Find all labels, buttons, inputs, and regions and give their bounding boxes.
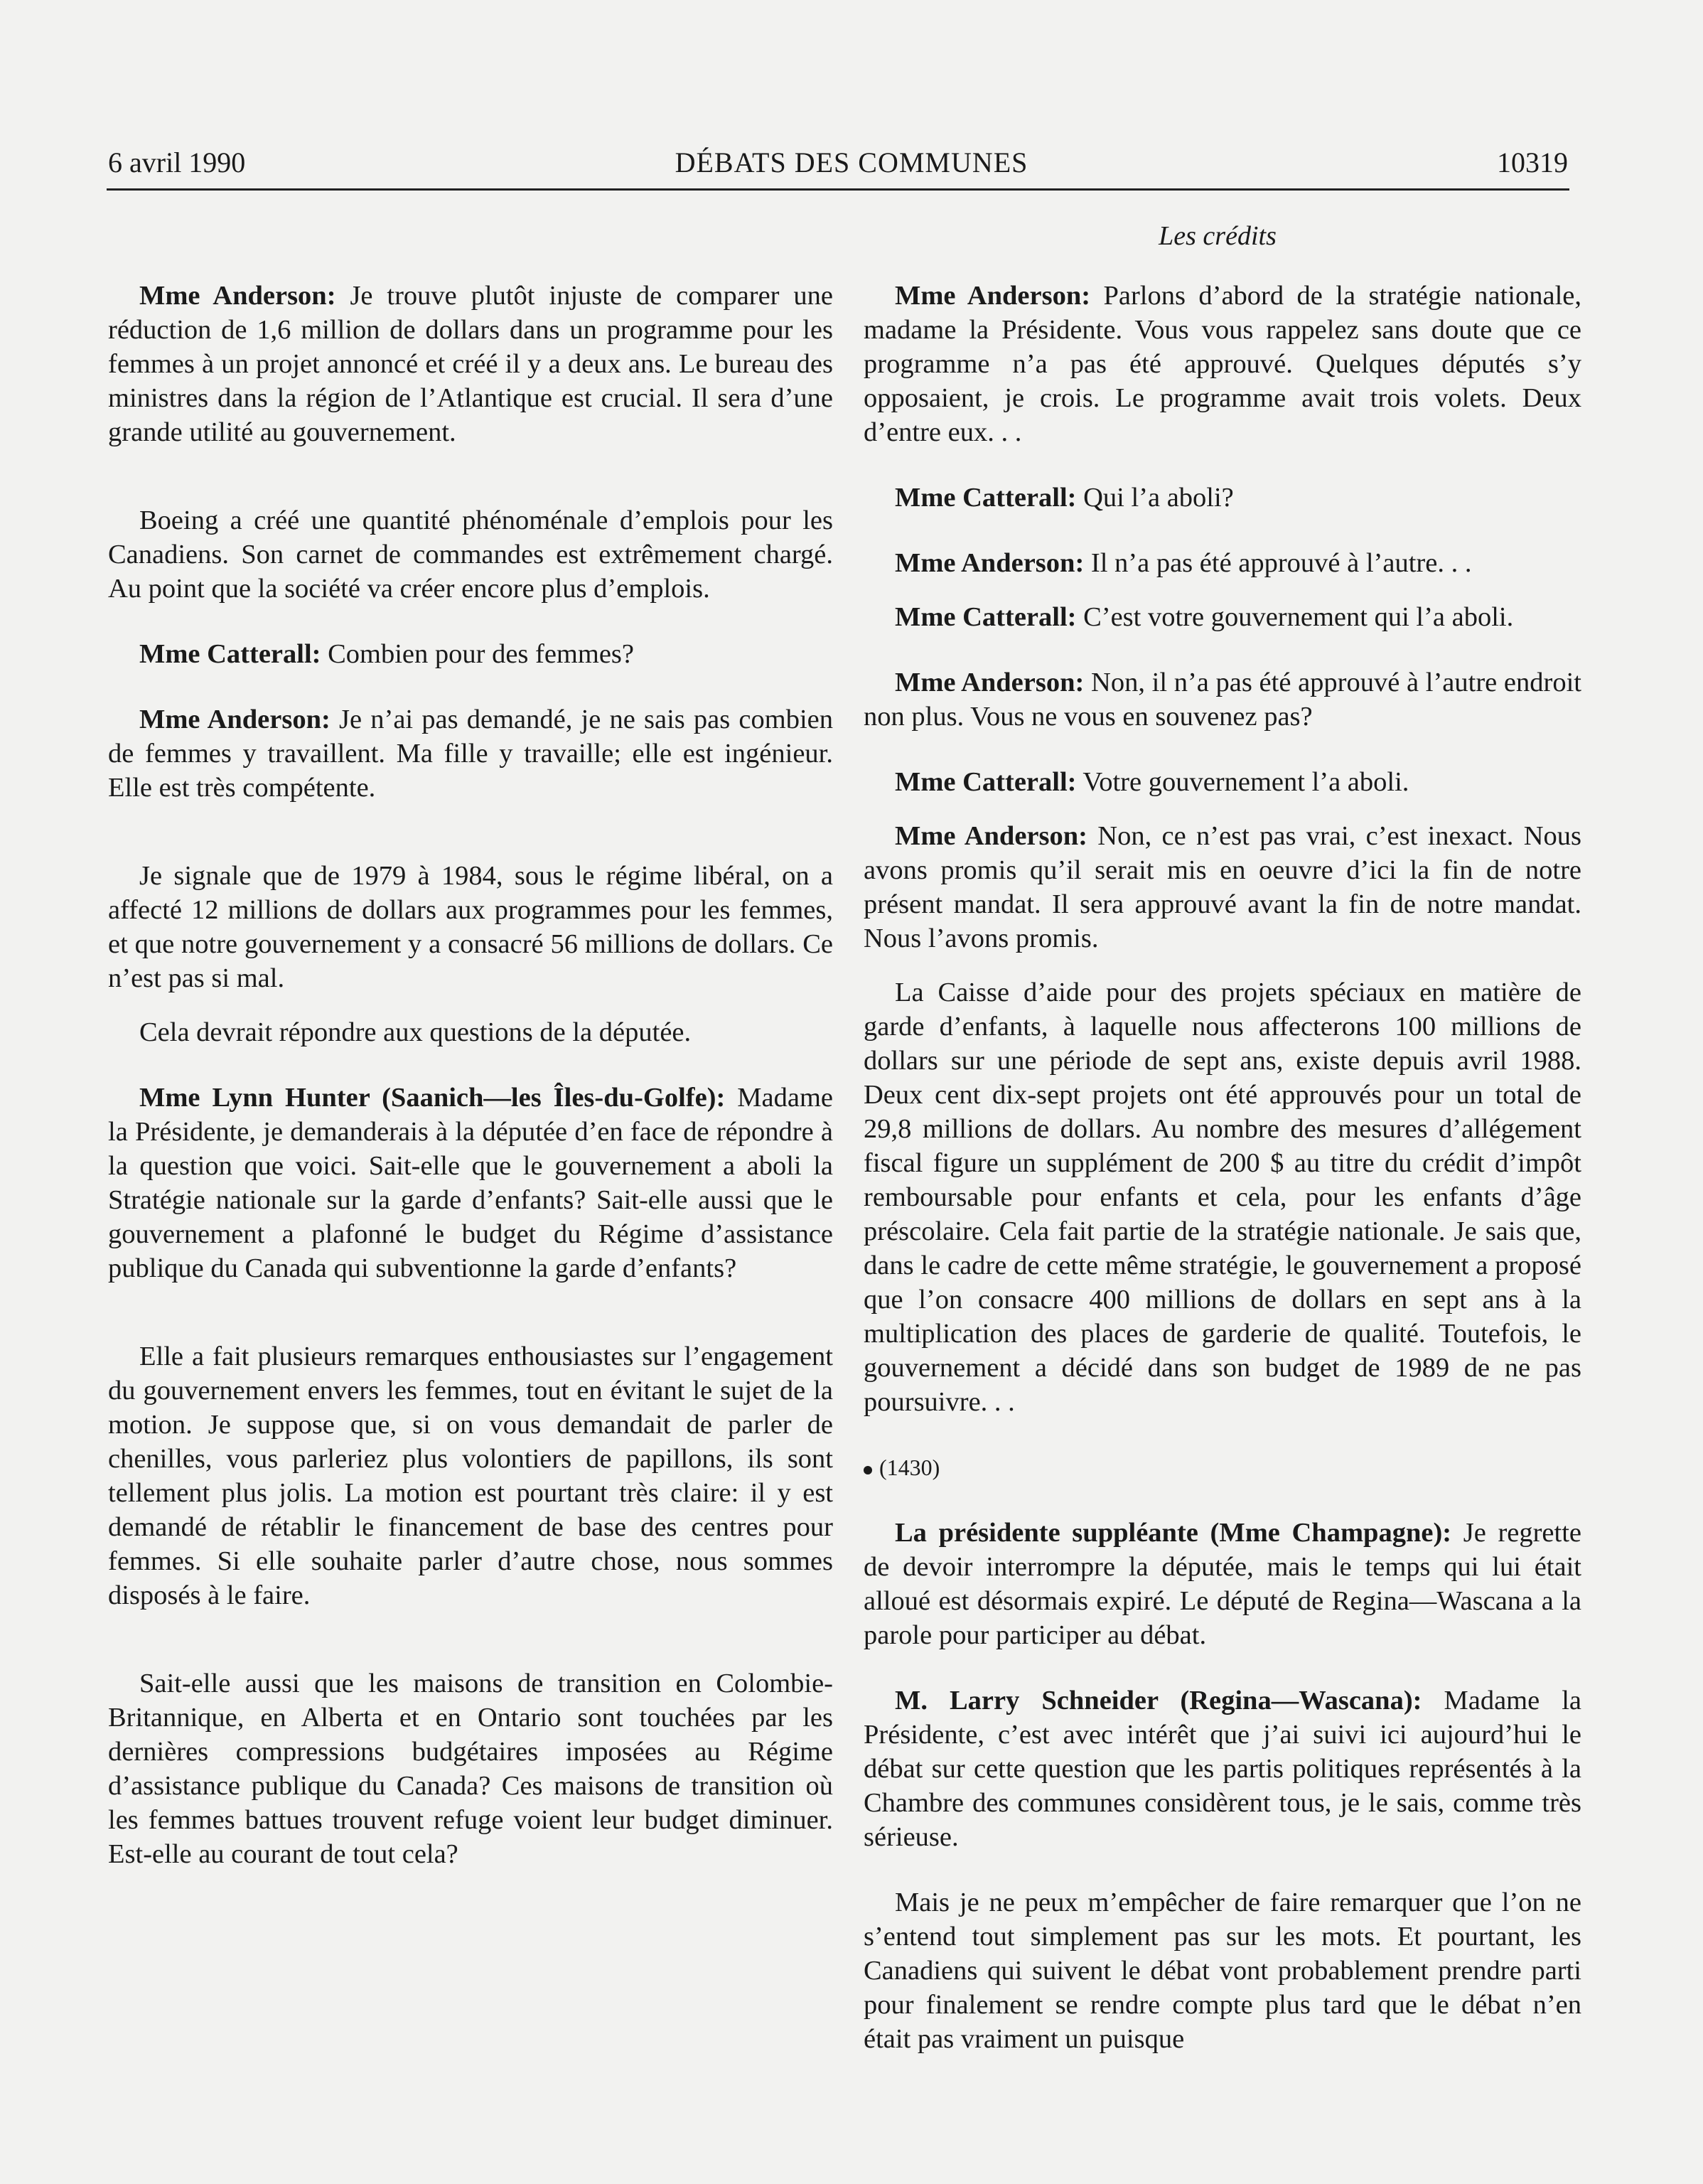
paragraph bbox=[108, 1339, 833, 1612]
speaker-name: Mme Anderson: bbox=[895, 281, 1091, 311]
paragraph-text: Je signale que de 1979 à 1984, sous le régime libéral, on a affecté 12 millions de dollars aux programmes pour les femmes, et que notre gouvernement y a consacré 56 millions de dollars. Ce n’est pas si mal. bbox=[108, 861, 833, 993]
speaker-name: Mme Anderson: bbox=[895, 668, 1085, 697]
speaker-name: Mme Catterall: bbox=[895, 767, 1077, 797]
paragraph-text: C’est votre gouvernement qui l’a aboli. bbox=[1076, 602, 1514, 632]
paragraph bbox=[864, 1516, 1581, 1652]
paragraph-text: Je regrette de devoir interrompre la députée, mais le temps qui lui était alloué est désormais expiré. Le député de Regina—Wascana a la parole pour participer au débat. bbox=[864, 1518, 1582, 1650]
speaker-name: Mme Anderson: bbox=[139, 705, 331, 734]
paragraph-text: Sait-elle aussi que les maisons de transition en Colombie-Britannique, en Alberta et en Ontario sont touchées par les dernières compressions budgétaires imposées au Régime d’assistance publique du Canada? Ces maisons de transition où les femmes battues trouvent refuge voient leur budget diminuer. Est-elle au courant de tout cela? bbox=[108, 1669, 833, 1869]
paragraph bbox=[864, 665, 1581, 734]
paragraph bbox=[864, 546, 1581, 580]
header-rule bbox=[107, 188, 1569, 191]
paragraph-text: Je n’ai pas demandé, je ne sais pas combien de femmes y travaillent. Ma fille y travaille; elle est ingénieur. Elle est très compétente. bbox=[108, 705, 833, 803]
speaker-name: Mme Lynn Hunter (Saanich—les Îles-du-Golfe): bbox=[139, 1083, 726, 1113]
paragraph-text: Madame la Présidente, c’est avec intérêt que j’ai suivi ici aujourd’hui le débat sur cette question que les partis politiques représentés à la Chambre des communes considèrent tous, je le sais, comme très sérieuse. bbox=[864, 1686, 1581, 1852]
paragraph bbox=[864, 1684, 1581, 1854]
header-page-number: 10319 bbox=[1497, 146, 1568, 178]
header-title: DÉBATS DES COMMUNES bbox=[675, 146, 1028, 178]
right-column bbox=[864, 279, 1581, 2056]
paragraph-text: Non, ce n’est pas vrai, c’est inexact. Nous avons promis qu’il serait mis en oeuvre d’ici la fin de notre présent mandat. Il sera approuvé avant la fin de notre mandat. Nous l’avons promis. bbox=[864, 821, 1581, 953]
paragraph bbox=[864, 765, 1581, 799]
left-column bbox=[108, 279, 833, 1871]
paragraph-text: Elle a fait plusieurs remarques enthousiastes sur l’engagement du gouvernement envers les femmes, tout en évitant le sujet de la motion. Je suppose que, si on vous demandait de parler de chenilles, vous parleriez plus volontiers de papillons, ils sont tellement plus jolis. La motion est pourtant très claire: il y est demandé de rétablir le financement de base des centres pour femmes. Si elle souhaite parler d’autre chose, nous sommes disposés à le faire. bbox=[108, 1342, 833, 1610]
speaker-name: Mme Anderson: bbox=[895, 548, 1085, 578]
paragraph-text: Qui l’a aboli? bbox=[1076, 483, 1234, 513]
speaker-name: Mme Anderson: bbox=[139, 281, 336, 311]
header-date: 6 avril 1990 bbox=[108, 146, 246, 178]
paragraph-text: Il n’a pas été approuvé à l’autre. . . bbox=[1084, 548, 1472, 578]
paragraph-text: Je trouve plutôt injuste de comparer une réduction de 1,6 million de dollars dans un programme pour les femmes à un projet annoncé et créé il y a deux ans. Le bureau des ministres dans la région de l’Atlantique est crucial. Il sera d’une grande utilité au gouvernement. bbox=[108, 281, 833, 447]
paragraph bbox=[864, 975, 1581, 1419]
paragraph bbox=[864, 1885, 1581, 2056]
paragraph bbox=[864, 819, 1581, 956]
time-marker-text: (1430) bbox=[879, 1455, 940, 1480]
speaker-name: Mme Catterall: bbox=[895, 602, 1077, 632]
paragraph bbox=[864, 481, 1581, 515]
paragraph-text: Boeing a créé une quantité phénoménale d’emplois pour les Canadiens. Son carnet de commandes est extrêmement chargé. Au point que la société va créer encore plus d’emplois. bbox=[108, 505, 833, 604]
speaker-name: Mme Anderson: bbox=[895, 821, 1087, 851]
paragraph bbox=[108, 1666, 833, 1871]
section-label: Les crédits bbox=[1159, 221, 1277, 251]
paragraph-text: Votre gouvernement l’a aboli. bbox=[1076, 767, 1409, 797]
paragraph-text: Combien pour des femmes? bbox=[321, 639, 634, 669]
paragraph-text: Non, il n’a pas été approuvé à l’autre endroit non plus. Vous ne vous en souvenez pas? bbox=[864, 668, 1581, 732]
paragraph bbox=[108, 1081, 833, 1285]
speaker-name: M. Larry Schneider (Regina—Wascana): bbox=[895, 1686, 1422, 1715]
paragraph-text: La Caisse d’aide pour des projets spéciaux en matière de garde d’enfants, à laquelle nous affecterons 100 millions de dollars sur une période de sept ans, existe depuis avril 1988. Deux cent dix-sept projets ont été approuvés pour un total de 29,8 millions de dollars. Au nombre des mesures d’allégement fiscal figure un supplément de 200 $ au titre du crédit d’impôt remboursable pour enfants et cela, pour les enfants d’âge préscolaire. Cela fait partie de la stratégie nationale. Je sais que, dans le cadre de cette même stratégie, le gouvernement a proposé que l’on consacre 400 millions de dollars en sept ans à la multiplication des places de garderie de qualité. Toutefois, le gouvernement a décidé dans son budget de 1989 de ne pas poursuivre. . . bbox=[864, 978, 1581, 1417]
paragraph-text: Mais je ne peux m’empêcher de faire remarquer que l’on ne s’entend tout simplement pas sur les mots. Et pourtant, les Canadiens qui suivent le débat vont probablement prendre parti pour finalement se rendre compte plus tard que le débat n’en était pas vraiment un puisque bbox=[864, 1888, 1581, 2054]
paragraph bbox=[108, 702, 833, 805]
paragraph-text: Madame la Présidente, je demanderais à la députée d’en face de répondre à la question que voici. Sait-elle que le gouvernement a aboli la Stratégie nationale sur la garde d’enfants? Sait-elle aussi que le gouvernement a plafonné le budget du Régime d’assistance publique du Canada qui subventionne la garde d’enfants? bbox=[108, 1083, 833, 1283]
paragraph bbox=[108, 279, 833, 449]
speaker-name: Mme Catterall: bbox=[139, 639, 321, 669]
paragraph-text: Cela devrait répondre aux questions de la députée. bbox=[139, 1017, 692, 1047]
paragraph bbox=[108, 1015, 833, 1049]
paragraph bbox=[864, 279, 1581, 449]
time-marker bbox=[864, 1450, 1581, 1484]
paragraph bbox=[108, 859, 833, 995]
speaker-name: Mme Catterall: bbox=[895, 483, 1077, 513]
speaker-name: La présidente suppléante (Mme Champagne): bbox=[895, 1518, 1452, 1548]
paragraph-text: Parlons d’abord de la stratégie nationale, madame la Présidente. Vous vous rappelez sans doute que ce programme n’a pas été approuvé. Quelques députés s’y opposaient, je crois. Le programme avait trois volets. Deux d’entre eux. . . bbox=[864, 281, 1581, 447]
paragraph bbox=[108, 503, 833, 606]
bullet-icon bbox=[864, 1466, 872, 1474]
paragraph bbox=[108, 637, 833, 671]
paragraph bbox=[864, 600, 1581, 634]
